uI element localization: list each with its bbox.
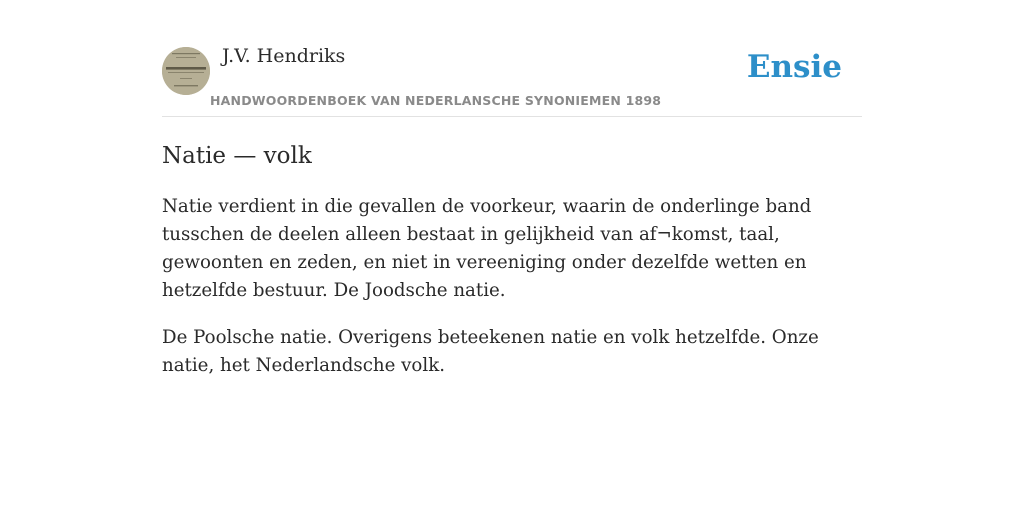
book-cover-icon xyxy=(162,47,210,95)
entry-card xyxy=(162,40,862,380)
entry-title: Natie — volk xyxy=(162,143,312,169)
source-title[interactable]: HANDWOORDENBOEK VAN NEDERLANSCHE SYNONIEMEN 1898 xyxy=(210,93,662,108)
entry-paragraph: Natie verdient in die gevallen de voorkeur, waarin de onderlinge band tusschen de deelen alleen bestaat in gelijkheid van af¬komst, taal, gewoonten en zeden, en niet in vereeniging onder dezelfde wetten en hetzelfde bestuur. De Joodsche natie. xyxy=(162,196,812,301)
ensie-logo[interactable]: Ensie xyxy=(746,49,842,85)
entry-paragraph: De Poolsche natie. Overigens beteekenen natie en volk hetzelfde. Onze natie, het Nederlandsche volk. xyxy=(162,327,819,376)
author-name[interactable]: J.V. Hendriks xyxy=(222,45,346,67)
entry-header xyxy=(162,40,862,117)
